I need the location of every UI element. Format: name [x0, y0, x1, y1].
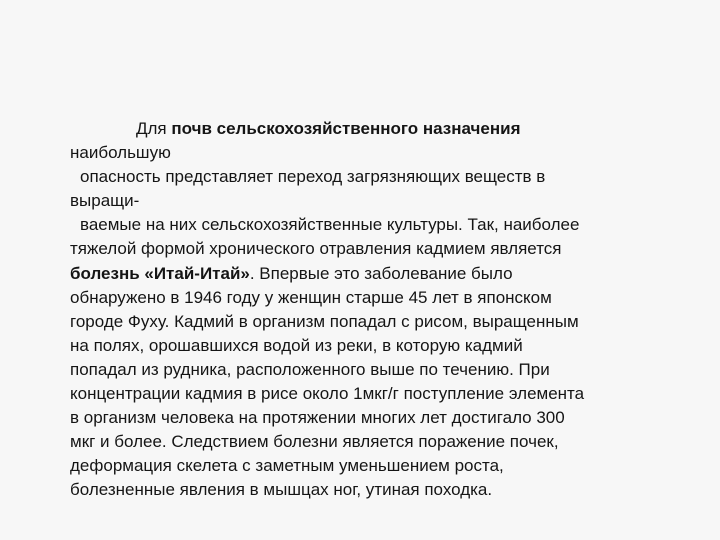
text-line: [70, 286, 686, 310]
text-run: мкг и более. Следствием болезни является поражение почек,: [70, 432, 559, 452]
text-run: на полях, орошавшихся водой из реки, в которую кадмий: [70, 335, 523, 355]
text-run: опасность представляет переход загрязняющих веществ в: [80, 167, 546, 187]
text-run: наибольшую: [70, 143, 171, 163]
bold-run: почв сельскохозяйственного назначения: [171, 119, 521, 138]
text-line: [70, 141, 686, 165]
text-line: [70, 406, 686, 430]
text-line: [70, 213, 686, 237]
text-line: [70, 478, 686, 502]
text-run: обнаружено в 1946 году у женщин старше 45 лет в японском: [70, 287, 552, 307]
text-run: ваемые на них сельскохозяйственные культуры. Так, наиболее: [80, 215, 580, 235]
text-run: болезненные явления в мышцах ног, утиная походка.: [70, 480, 493, 500]
text-run: концентрации кадмия в рисе около 1мкг/г поступление элемента: [70, 384, 585, 404]
text-line: [70, 334, 686, 358]
text-run: деформация скелета с заметным уменьшением роста,: [70, 456, 504, 476]
text-run: в организм человека на протяжении многих лет достигало 300: [70, 408, 565, 428]
text-line: [70, 430, 686, 454]
text-run: . Впервые это заболевание было: [249, 263, 513, 283]
body-text: [70, 117, 686, 503]
text-run: попадал из рудника, расположенного выше по течению. При: [70, 359, 550, 379]
text-run: тяжелой формой хронического отравления кадмием является: [70, 239, 562, 259]
text-line: [70, 165, 686, 189]
text-line: [70, 262, 686, 286]
text-line: [70, 454, 686, 478]
text-line: [70, 310, 686, 334]
text-run: Для: [136, 119, 172, 138]
bold-run: болезнь «Итай-Итай»: [70, 263, 250, 283]
text-line: [70, 117, 686, 141]
text-line: [70, 358, 686, 382]
text-line: [70, 237, 686, 261]
text-run: выращи-: [70, 191, 140, 211]
text-line: [70, 382, 686, 406]
text-line: [70, 189, 686, 213]
text-run: городе Фуху. Кадмий в организм попадал с рисом, выращенным: [70, 311, 579, 331]
